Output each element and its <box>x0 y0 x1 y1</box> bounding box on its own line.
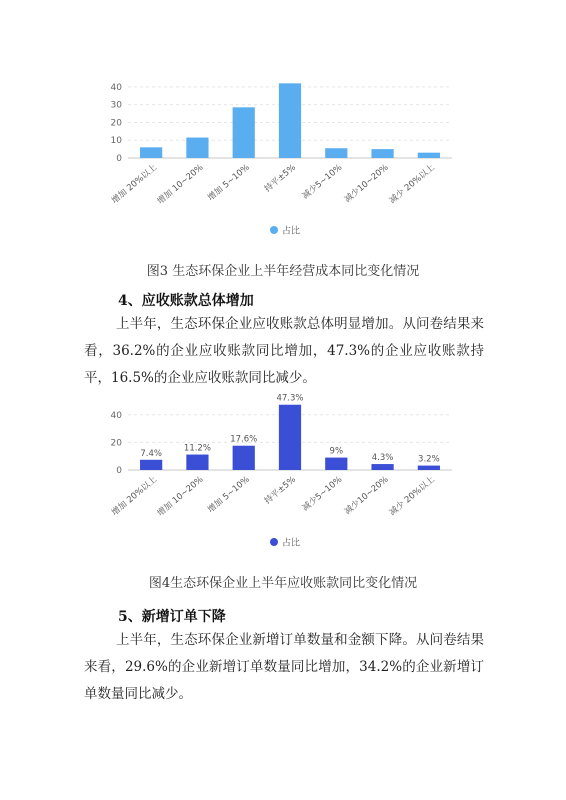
y-tick-label: 30 <box>110 100 122 111</box>
x-tick-label: 增加 5~10% <box>206 162 252 204</box>
x-tick-label: 减少 20%以上 <box>387 162 437 207</box>
data-label: 9% <box>329 446 344 457</box>
bar <box>371 464 393 470</box>
figure3-chart-svg <box>100 70 460 250</box>
x-tick-label: 减少10~20% <box>342 474 391 517</box>
x-tick-label: 持平±5% <box>262 162 298 195</box>
y-tick-label: 0 <box>116 466 122 476</box>
x-tick-label: 增加 20%以上 <box>110 474 160 519</box>
x-tick-label: 增加 10~20% <box>155 474 206 519</box>
bar <box>233 446 255 470</box>
bar <box>325 458 347 470</box>
section4-heading: 4、应收账款总体增加 <box>118 293 254 309</box>
data-label: 11.2% <box>183 443 211 454</box>
bar <box>140 460 162 470</box>
x-tick-label: 减少5~10% <box>300 474 345 514</box>
x-tick-label: 持平±5% <box>262 474 298 507</box>
bar <box>186 455 208 470</box>
legend-marker <box>270 226 278 234</box>
x-tick-label: 增加 5~10% <box>206 474 252 516</box>
figure4-chart-svg <box>100 385 460 555</box>
legend-label: 占比 <box>282 226 301 237</box>
y-tick-label: 20 <box>110 438 122 449</box>
data-label: 4.3% <box>371 453 394 464</box>
x-tick-label: 减少10~20% <box>342 162 391 205</box>
bar <box>279 405 301 470</box>
x-tick-label: 增加 10~20% <box>155 162 206 207</box>
figure4-caption: 图4生态环保企业上半年应收账款同比变化情况 <box>148 576 418 591</box>
data-label: 17.6% <box>230 434 258 445</box>
bar <box>325 148 347 158</box>
y-tick-label: 40 <box>110 410 122 421</box>
y-tick-label: 0 <box>116 154 122 164</box>
y-tick-label: 10 <box>110 136 122 147</box>
legend-label: 占比 <box>282 538 301 549</box>
data-label: 3.2% <box>418 454 440 465</box>
bar <box>233 107 255 158</box>
bar <box>418 153 440 158</box>
bar <box>279 83 301 158</box>
bar <box>140 147 162 158</box>
section4-paragraph: 上半年，生态环保企业应收账款总体明显增加。从问卷结果来看，36.2%的企业应收账款同比增加，47.3%的企业应收账款持平，16.5%的企业应收账款同比减少。 <box>84 316 484 386</box>
figure3-caption: 图3 生态环保企业上半年经营成本同比变化情况 <box>146 264 420 279</box>
section5-paragraph: 上半年，生态环保企业新增订单数量和金额下降。从问卷结果来看，29.6%的企业新增订单数量同比增加，34.2%的企业新增订单数量同比减少。 <box>84 632 484 702</box>
y-tick-label: 40 <box>110 82 122 93</box>
x-tick-label: 减少5~10% <box>300 162 345 202</box>
bar <box>371 149 393 158</box>
legend-marker <box>270 538 278 546</box>
section5-heading: 5、新增订单下降 <box>118 609 226 625</box>
x-tick-label: 减少 20%以上 <box>387 474 437 519</box>
bar <box>186 138 208 158</box>
x-tick-label: 增加 20%以上 <box>110 162 160 207</box>
figure4-bar-chart <box>100 385 460 555</box>
bar <box>418 466 440 470</box>
y-tick-label: 20 <box>110 118 122 129</box>
data-label: 7.4% <box>140 448 162 459</box>
figure3-bar-chart <box>100 70 460 250</box>
data-label: 47.3% <box>276 393 304 404</box>
